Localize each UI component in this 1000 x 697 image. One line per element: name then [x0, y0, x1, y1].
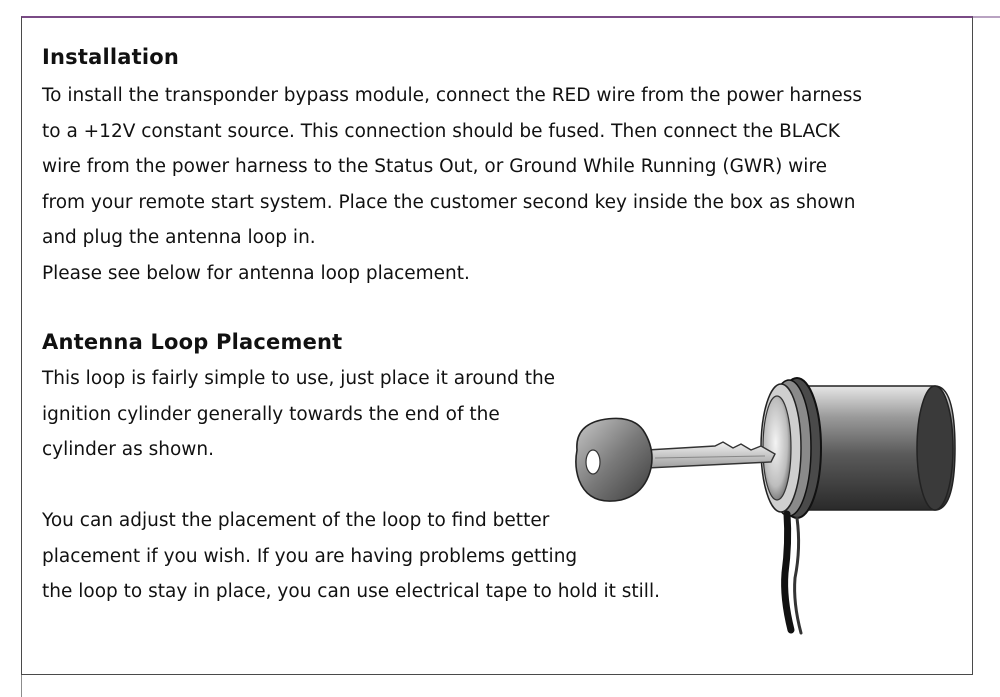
antenna-line: You can adjust the placement of the loop to find better: [42, 510, 550, 531]
installation-line: Please see below for antenna loop placement.: [42, 262, 470, 284]
installation-line: wire from the power harness to the Status Out, or Ground While Running (GWR) wire: [42, 156, 828, 177]
antenna-line: the loop to stay in place, you can use electrical tape to hold it still.: [42, 581, 660, 602]
antenna-heading: Antenna Loop Placement: [42, 330, 343, 354]
antenna-line: placement if you wish. If you are having problems getting: [42, 545, 578, 567]
key-in-ignition-cylinder-illustration: [565, 368, 960, 640]
top-edge-accent: [973, 16, 1000, 18]
installation-line: and plug the antenna loop in.: [42, 227, 316, 248]
installation-line: from your remote start system. Place the customer second key inside the box as shown: [42, 191, 856, 213]
installation-line: to a +12V constant source. This connection should be fused. Then connect the BLACK: [42, 120, 840, 142]
installation-heading: Installation: [42, 45, 180, 69]
installation-line: To install the transponder bypass module, connect the RED wire from the power harness: [42, 85, 863, 106]
left-edge-rule: [21, 675, 22, 697]
antenna-line: This loop is fairly simple to use, just place it around the: [42, 368, 556, 389]
antenna-line: cylinder as shown.: [42, 439, 215, 460]
antenna-paragraph-1: [42, 361, 555, 468]
installation-paragraph: [42, 78, 862, 291]
antenna-line: ignition cylinder generally towards the end of the: [42, 403, 500, 425]
